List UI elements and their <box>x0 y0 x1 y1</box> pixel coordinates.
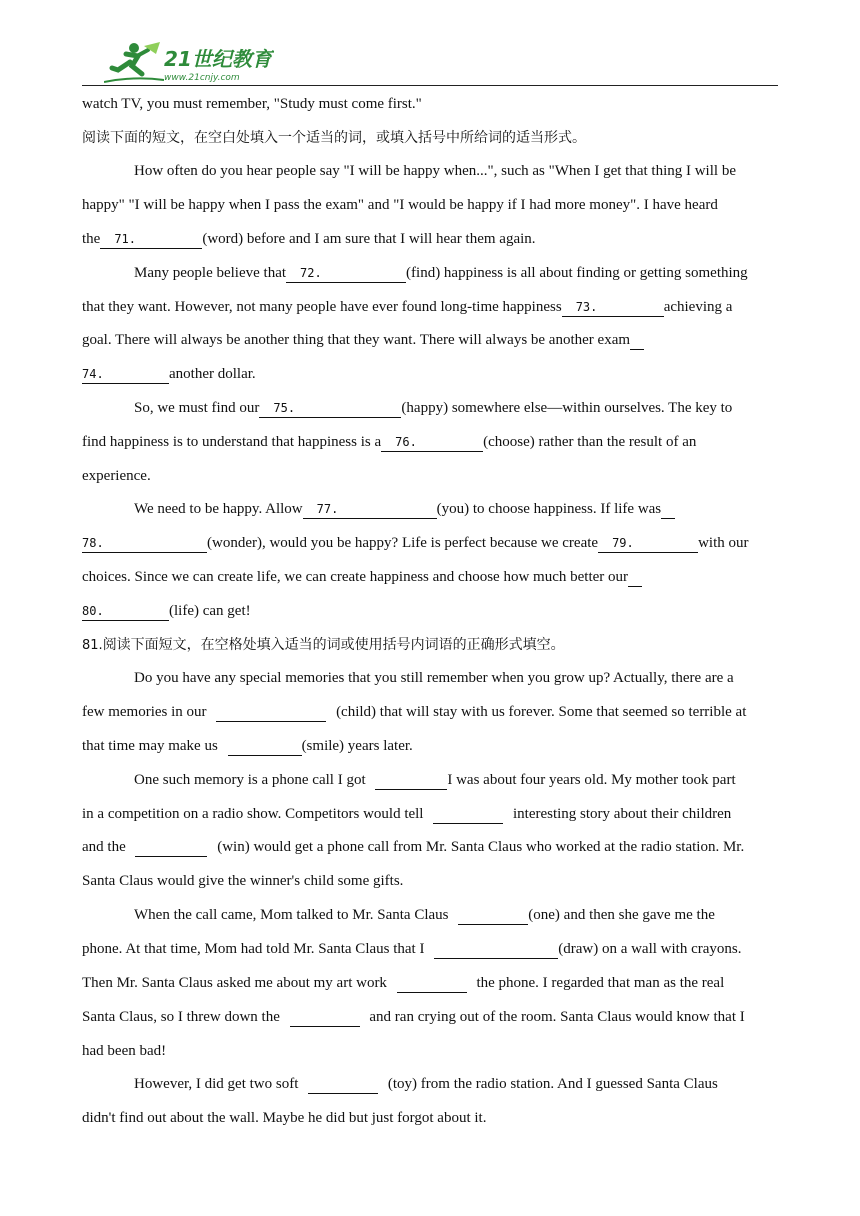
line-text: (one) and then she gave me the <box>528 907 715 923</box>
passage-line: Do you have any special memories that you still remember when you grow up? Actually, there are a <box>134 670 734 686</box>
line-text: the phone. I regarded that man as the real <box>476 975 725 991</box>
header-divider <box>82 85 778 86</box>
line-text: (child) that will stay with us forever. Some that seemed so terrible at <box>336 704 747 720</box>
passage-line <box>134 1074 834 1094</box>
line-text: Santa Claus, so I threw down the <box>82 1009 280 1025</box>
answer-blank-72[interactable]: 72. <box>286 265 406 283</box>
line-text: (smile) years later. <box>301 738 413 754</box>
line-text: find happiness is to understand that happiness is a <box>82 434 382 450</box>
passage-line: happy" "I will be happy when I pass the exam" and "I would be happy if I had more money". I have heard <box>82 197 718 213</box>
line-text: phone. At that time, Mom had told Mr. Santa Claus that I <box>82 941 425 957</box>
line-text: goal. There will always be another thing that they want. There will always be another exam <box>82 332 631 348</box>
answer-blank-79[interactable]: 79. <box>598 535 698 553</box>
line-text: few memories in our <box>82 704 207 720</box>
line-text: that time may make us <box>82 738 218 754</box>
line-text: (toy) from the radio station. And I guessed Santa Claus <box>387 1076 718 1092</box>
line-text: (word) before and I am sure that I will hear them again. <box>202 231 536 247</box>
passage-line: experience. <box>82 468 151 484</box>
passage-line: had been bad! <box>82 1043 167 1059</box>
passage-line <box>82 229 782 249</box>
line-text: (draw) on a wall with crayons. <box>558 941 742 957</box>
line-text: choices. Since we can create life, we can create happiness and choose how much better our <box>82 569 629 585</box>
answer-blank[interactable] <box>216 704 326 722</box>
line-text: (happy) somewhere else—within ourselves. The key to <box>401 400 733 416</box>
answer-blank[interactable] <box>135 839 207 857</box>
line-text: the <box>82 231 101 247</box>
passage-line <box>134 499 834 519</box>
passage-line <box>82 736 782 756</box>
passage-line <box>82 432 782 452</box>
line-text: (find) happiness is all about finding or getting something <box>406 265 748 281</box>
instruction-2 <box>82 635 782 656</box>
line-text: So, we must find our <box>134 400 260 416</box>
instruction-text: 阅读下面短文，在空格处填入适当的词或使用括号内词语的正确形式填空。 <box>102 637 565 653</box>
line-text: that they want. However, not many people have ever found long-time happiness <box>82 299 562 315</box>
passage-line <box>82 364 782 384</box>
question-number: 81. <box>82 638 103 653</box>
passage-tail: watch TV, you must remember, "Study must come first." <box>82 96 422 112</box>
line-text: However, I did get two soft <box>134 1076 299 1092</box>
line-text: When the call came, Mom talked to Mr. Santa Claus <box>134 907 449 923</box>
answer-blank-80[interactable]: 80. <box>82 603 169 621</box>
passage-line <box>82 939 782 959</box>
line-text: and the <box>82 839 126 855</box>
line-text: interesting story about their children <box>512 806 732 822</box>
passage-line: Santa Claus would give the winner's child some gifts. <box>82 873 404 889</box>
line-text: (life) can get! <box>169 603 251 619</box>
line-text: One such memory is a phone call I got <box>134 772 366 788</box>
passage-line <box>134 905 834 925</box>
answer-blank[interactable] <box>228 738 302 756</box>
passage-line: didn't find out about the wall. Maybe he did but just forgot about it. <box>82 1110 487 1126</box>
answer-blank[interactable] <box>308 1076 378 1094</box>
answer-blank-74[interactable]: 74. <box>82 366 169 384</box>
passage-line <box>134 770 834 790</box>
passage-line <box>82 330 782 350</box>
line-text: and ran crying out of the room. Santa Claus would know that I <box>369 1009 745 1025</box>
passage-line <box>134 263 834 283</box>
passage-line <box>82 837 782 857</box>
passage-line <box>82 533 782 553</box>
line-text: Then Mr. Santa Claus asked me about my art work <box>82 975 387 991</box>
passage-line: How often do you hear people say "I will be happy when...", such as "When I get that thing I will be <box>134 163 736 179</box>
line-text: (wonder), would you be happy? Life is perfect because we create <box>207 535 599 551</box>
logo-text: 21世纪教育 <box>164 47 272 71</box>
page-header <box>82 40 778 86</box>
answer-blank[interactable] <box>290 1009 360 1027</box>
passage-line <box>82 1007 782 1027</box>
answer-blank[interactable] <box>375 772 447 790</box>
line-text: another dollar. <box>169 366 256 382</box>
answer-blank[interactable] <box>397 975 467 993</box>
answer-blank[interactable] <box>434 941 558 959</box>
line-text: We need to be happy. Allow <box>134 501 303 517</box>
line-text: I was about four years old. My mother took part <box>447 772 736 788</box>
runner-icon <box>112 42 160 74</box>
answer-blank-75[interactable]: 75. <box>259 400 401 418</box>
answer-blank-71[interactable]: 71. <box>100 231 202 249</box>
line-text: achieving a <box>663 299 733 315</box>
line-text: in a competition on a radio show. Competitors would tell <box>82 806 424 822</box>
passage-line <box>82 567 782 587</box>
line-text: (you) to choose happiness. If life was <box>436 501 662 517</box>
answer-blank-76[interactable]: 76. <box>381 434 483 452</box>
passage-line <box>82 601 782 621</box>
passage-line <box>82 297 782 317</box>
passage-line <box>82 702 782 722</box>
line-text: with our <box>698 535 749 551</box>
passage-line <box>82 973 782 993</box>
logo <box>104 40 274 84</box>
instruction-1: 阅读下面的短文，在空白处填入一个适当的词，或填入括号中所给词的适当形式。 <box>82 130 586 146</box>
line-text: Many people believe that <box>134 265 287 281</box>
logo-url: www.21cnjy.com <box>164 73 240 83</box>
answer-blank-78[interactable]: 78. <box>82 535 207 553</box>
line-text: (win) would get a phone call from Mr. Santa Claus who worked at the radio station. Mr. <box>217 839 745 855</box>
answer-blank[interactable] <box>433 806 503 824</box>
answer-blank-77[interactable]: 77. <box>303 501 437 519</box>
passage-line <box>134 398 834 418</box>
passage-line <box>82 804 782 824</box>
answer-blank-73[interactable]: 73. <box>562 299 664 317</box>
answer-blank[interactable] <box>458 907 528 925</box>
line-text: (choose) rather than the result of an <box>483 434 697 450</box>
